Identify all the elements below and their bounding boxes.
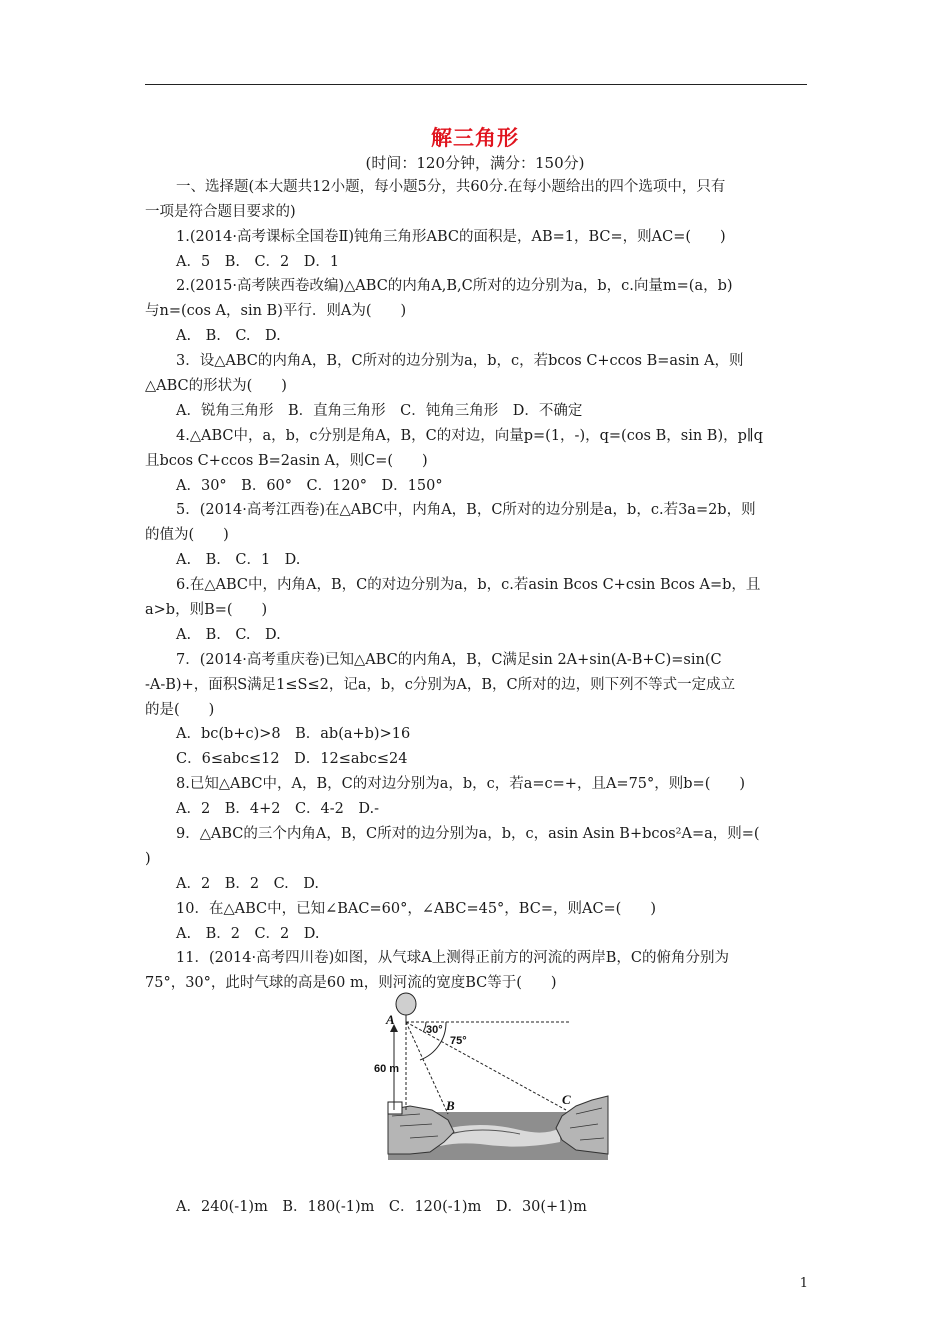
text-line: A．bc(b+c)>8 B．ab(a+b)>16 (176, 726, 411, 742)
balloon-icon (396, 993, 416, 1015)
text-line: A. B. C. D. (176, 328, 281, 344)
text-line: A．30° B．60° C．120° D．150° (176, 478, 443, 494)
text-line: A．锐角三角形 B．直角三角形 C．钝角三角形 D．不确定 (176, 403, 583, 419)
height-label: 60 m (374, 1063, 400, 1075)
text-line: 的值为( ) (145, 527, 229, 543)
answer-options-line: A．240(-1)m B．180(-1)m C．120(-1)m D．30(+1)m (176, 1199, 587, 1215)
text-line: 1.(2014·高考课标全国卷Ⅱ)钝角三角形ABC的面积是，AB=1，BC=，则AC=( ) (176, 229, 726, 245)
text-line: 7．(2014·高考重庆卷)已知△ABC的内角A，B，C满足sin 2A+sin(A-B+C)=sin(C (176, 652, 722, 668)
text-line: ) (145, 851, 151, 867)
text-line: 一、选择题(本大题共12小题，每小题5分，共60分.在每小题给出的四个选项中，只有 (176, 179, 726, 195)
text-line: a>b，则B=( ) (145, 602, 268, 618)
page-number: 1 (799, 1276, 808, 1291)
text-line: A. B. C. D. (176, 627, 281, 643)
text-line: 75°，30°，此时气球的高是60 m，则河流的宽度BC等于( ) (145, 975, 557, 991)
text-line: 8.已知△ABC中，A，B，C的对边分别为a，b，c，若a=c=+，且A=75°，则b=( ) (176, 776, 746, 792)
text-line: 10．在△ABC中，已知∠BAC=60°，∠ABC=45°，BC=，则AC=( ) (176, 901, 656, 917)
text-line: C．6≤abc≤12 D．12≤abc≤24 (176, 751, 408, 767)
page-subtitle: (时间：120分钟，满分：150分) (365, 154, 585, 172)
text-line: -A-B)+，面积S满足1≤S≤2，记a，b，c分别为A，B，C所对的边，则下列不等式一定成立 (145, 677, 736, 693)
page-title: 解三角形 (431, 125, 519, 150)
label-a: A (386, 1012, 395, 1027)
text-line: △ABC的形状为( ) (145, 378, 287, 394)
angle-75-label: 75° (450, 1035, 467, 1047)
text-line: A．5 B. C．2 D．1 (176, 254, 340, 270)
text-line: A. B. C．1 D. (176, 552, 301, 568)
text-line: 4.△ABC中，a，b，c分别是角A，B，C的对边，向量p=(1，-)，q=(cos B，sin B)，p∥q (176, 428, 763, 444)
text-line: 2.(2015·高考陕西卷改编)△ABC的内角A,B,C所对的边分别为a，b，c.向量m=(a，b) (176, 278, 733, 294)
angle-30-label: 30° (426, 1024, 443, 1036)
text-line: 9．△ABC的三个内角A，B，C所对的边分别为a，b，c，asin Asin B+bcos²A=a，则=( (176, 826, 760, 842)
text-line: 5．(2014·高考江西卷)在△ABC中，内角A，B，C所对的边分别是a，b，c.若3a=2b，则 (176, 502, 756, 518)
text-line: A．2 B．4+2 C．4-2 D.- (176, 801, 380, 817)
balloon-river-figure (370, 992, 610, 1162)
text-line: 的是( ) (145, 702, 215, 718)
text-line: 11．(2014·高考四川卷)如图，从气球A上测得正前方的河流的两岸B，C的俯角分别为 (176, 950, 729, 966)
text-line: 3．设△ABC的内角A，B，C所对的边分别为a，b，c，若bcos C+ccos B=asin A，则 (176, 353, 744, 369)
label-b: B (446, 1098, 455, 1113)
text-line: 且bcos C+ccos B=2asin A，则C=( ) (145, 453, 428, 469)
label-c: C (562, 1092, 571, 1107)
text-line: 6.在△ABC中，内角A，B，C的对边分别为a，b，c.若asin Bcos C+csin Bcos A=b，且 (176, 577, 761, 593)
text-line: 一项是符合题目要求的) (145, 204, 296, 220)
text-line: A．2 B．2 C. D. (176, 876, 319, 892)
header-rule (145, 84, 807, 85)
text-line: A. B．2 C．2 D. (176, 926, 320, 942)
text-line: 与n=(cos A，sin B)平行．则A为( ) (145, 303, 407, 319)
building (388, 1102, 402, 1114)
